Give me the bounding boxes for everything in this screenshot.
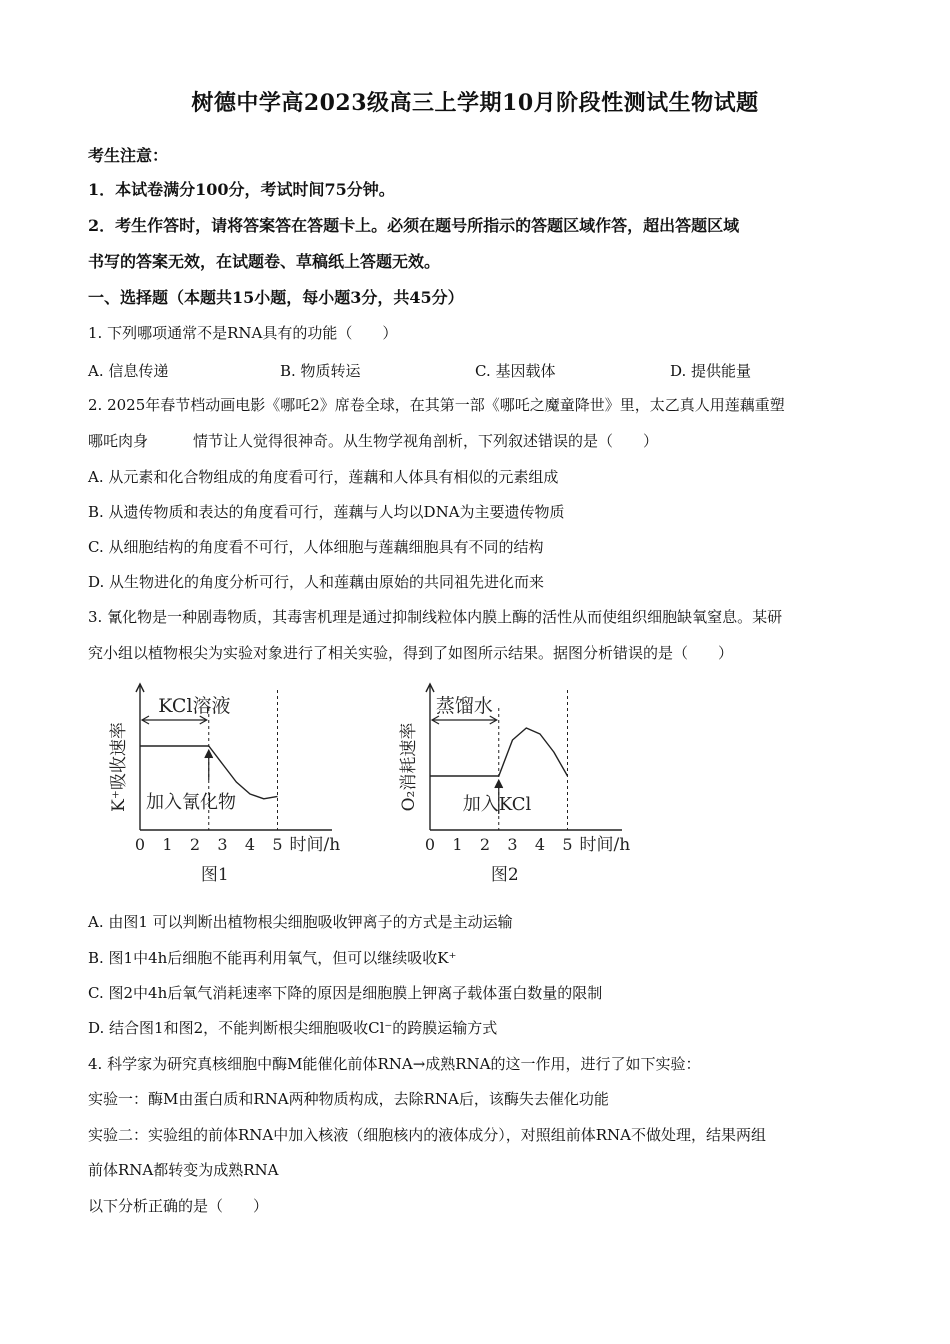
figure-2-annotation-label: 加入KCl	[462, 794, 532, 815]
q3-option-b: B. 图1中4h后细胞不能再利用氧气，但可以继续吸收K⁺	[88, 949, 457, 967]
figure-2-y-label: O₂消耗速率	[399, 722, 419, 812]
figure-1-y-label: K⁺吸收速率	[109, 722, 129, 812]
q2-option-b: B. 从遗传物质和表达的角度看可行，莲藕与人均以DNA为主要遗传物质	[88, 503, 565, 521]
q1-option-c: C. 基因载体	[475, 362, 556, 380]
q1-option-d: D. 提供能量	[670, 362, 752, 380]
notice-item-2-cont: 书写的答案无效，在试题卷、草稿纸上答题无效。	[88, 252, 441, 271]
q2-option-d: D. 从生物进化的角度分析可行，人和莲藕由原始的共同祖先进化而来	[88, 573, 545, 591]
figure-2-bracket-label: 蒸馏水	[435, 695, 493, 717]
figure-2-x-tick-0: 0	[424, 835, 436, 854]
figure-1-x-tick-1: 1	[162, 835, 173, 854]
figure-2-x-tick-4: 4	[534, 835, 546, 854]
q1-option-b: B. 物质转运	[280, 362, 361, 380]
q4-experiment-2: 实验二：实验组的前体RNA中加入核液（细胞核内的液体成分），对照组前体RNA不做处理，结果两组	[88, 1126, 767, 1144]
notice-item-2: 2．考生作答时，请将答案答在答题卡上。必须在题号所指示的答题区域作答，超出答题区域	[88, 216, 740, 235]
figure-2-chart	[390, 672, 660, 892]
section-heading: 一、选择题（本题共15小题，每小题3分，共45分）	[88, 288, 464, 307]
notice-heading: 考生注意：	[88, 146, 169, 165]
q3-option-d: D. 结合图1和图2，不能判断根尖细胞吸收Cl⁻的跨膜运输方式	[88, 1019, 498, 1037]
q3-option-a: A. 由图1 可以判断出植物根尖细胞吸收钾离子的方式是主动运输	[88, 913, 513, 931]
figure-2-x-label: 时间/h	[579, 835, 631, 855]
q2-option-c: C. 从细胞结构的角度看不可行，人体细胞与莲藕细胞具有不同的结构	[88, 538, 544, 556]
q4-experiment-1: 实验一：酶M由蛋白质和RNA两种物质构成，去除RNA后，该酶失去催化功能	[88, 1090, 609, 1108]
question-4-stem: 4. 科学家为研究真核细胞中酶M能催化前体RNA→成熟RNA的这一作用，进行了如下实验：	[88, 1055, 701, 1073]
figure-1-x-tick-5: 5	[272, 835, 283, 854]
figure-1-chart	[100, 672, 370, 892]
notice-item-1: 1．本试卷满分100分，考试时间75分钟。	[88, 180, 395, 199]
question-1-stem: 1. 下列哪项通常不是RNA具有的功能（ ）	[88, 324, 398, 342]
exam-title: 树德中学高2023级高三上学期10月阶段性测试生物试题	[191, 90, 759, 116]
figure-1-x-tick-4: 4	[244, 835, 256, 854]
figure-1-caption: 图1	[200, 865, 229, 885]
q3-option-c: C. 图2中4h后氧气消耗速率下降的原因是细胞膜上钾离子载体蛋白数量的限制	[88, 984, 603, 1002]
q2-option-a: A. 从元素和化合物组成的角度看可行，莲藕和人体具有相似的元素组成	[88, 468, 559, 486]
figure-1-bracket-label: KCl溶液	[158, 695, 231, 717]
figure-2-annotation-arrow-head	[495, 780, 503, 788]
figure-1-x-tick-0: 0	[134, 835, 146, 854]
figure-2-x-tick-3: 3	[507, 835, 518, 854]
q4-experiment-2-cont: 前体RNA都转变为成熟RNA	[88, 1161, 279, 1179]
figure-1-annotation-arrow-head	[205, 750, 213, 758]
figure-2-x-tick-5: 5	[562, 835, 573, 854]
question-2-line-2: 哪吒肉身 情节让人觉得很神奇。从生物学视角剖析，下列叙述错误的是（ ）	[88, 432, 659, 450]
figure-2-caption: 图2	[490, 865, 519, 885]
question-3-line-1: 3. 氰化物是一种剧毒物质，其毒害机理是通过抑制线粒体内膜上酶的活性从而使组织细胞缺氧窒息。某研	[88, 608, 783, 626]
question-3-line-2: 究小组以植物根尖为实验对象进行了相关实验，得到了如图所示结果。据图分析错误的是（ ）	[88, 644, 734, 662]
figure-1-x-label: 时间/h	[289, 835, 341, 855]
q4-question: 以下分析正确的是（ ）	[88, 1197, 269, 1215]
question-2-line-1: 2. 2025年春节档动画电影《哪吒2》席卷全球，在其第一部《哪吒之魔童降世》里，太乙真人用莲藕重塑	[88, 396, 785, 414]
figure-1-annotation-label: 加入氰化物	[146, 792, 236, 813]
figure-1-x-tick-2: 2	[189, 835, 201, 854]
q1-option-a: A. 信息传递	[88, 362, 169, 380]
figure-1-x-tick-3: 3	[217, 835, 228, 854]
figure-2-x-tick-2: 2	[479, 835, 491, 854]
figure-2-x-tick-1: 1	[452, 835, 463, 854]
figure-2-axes	[399, 684, 630, 855]
